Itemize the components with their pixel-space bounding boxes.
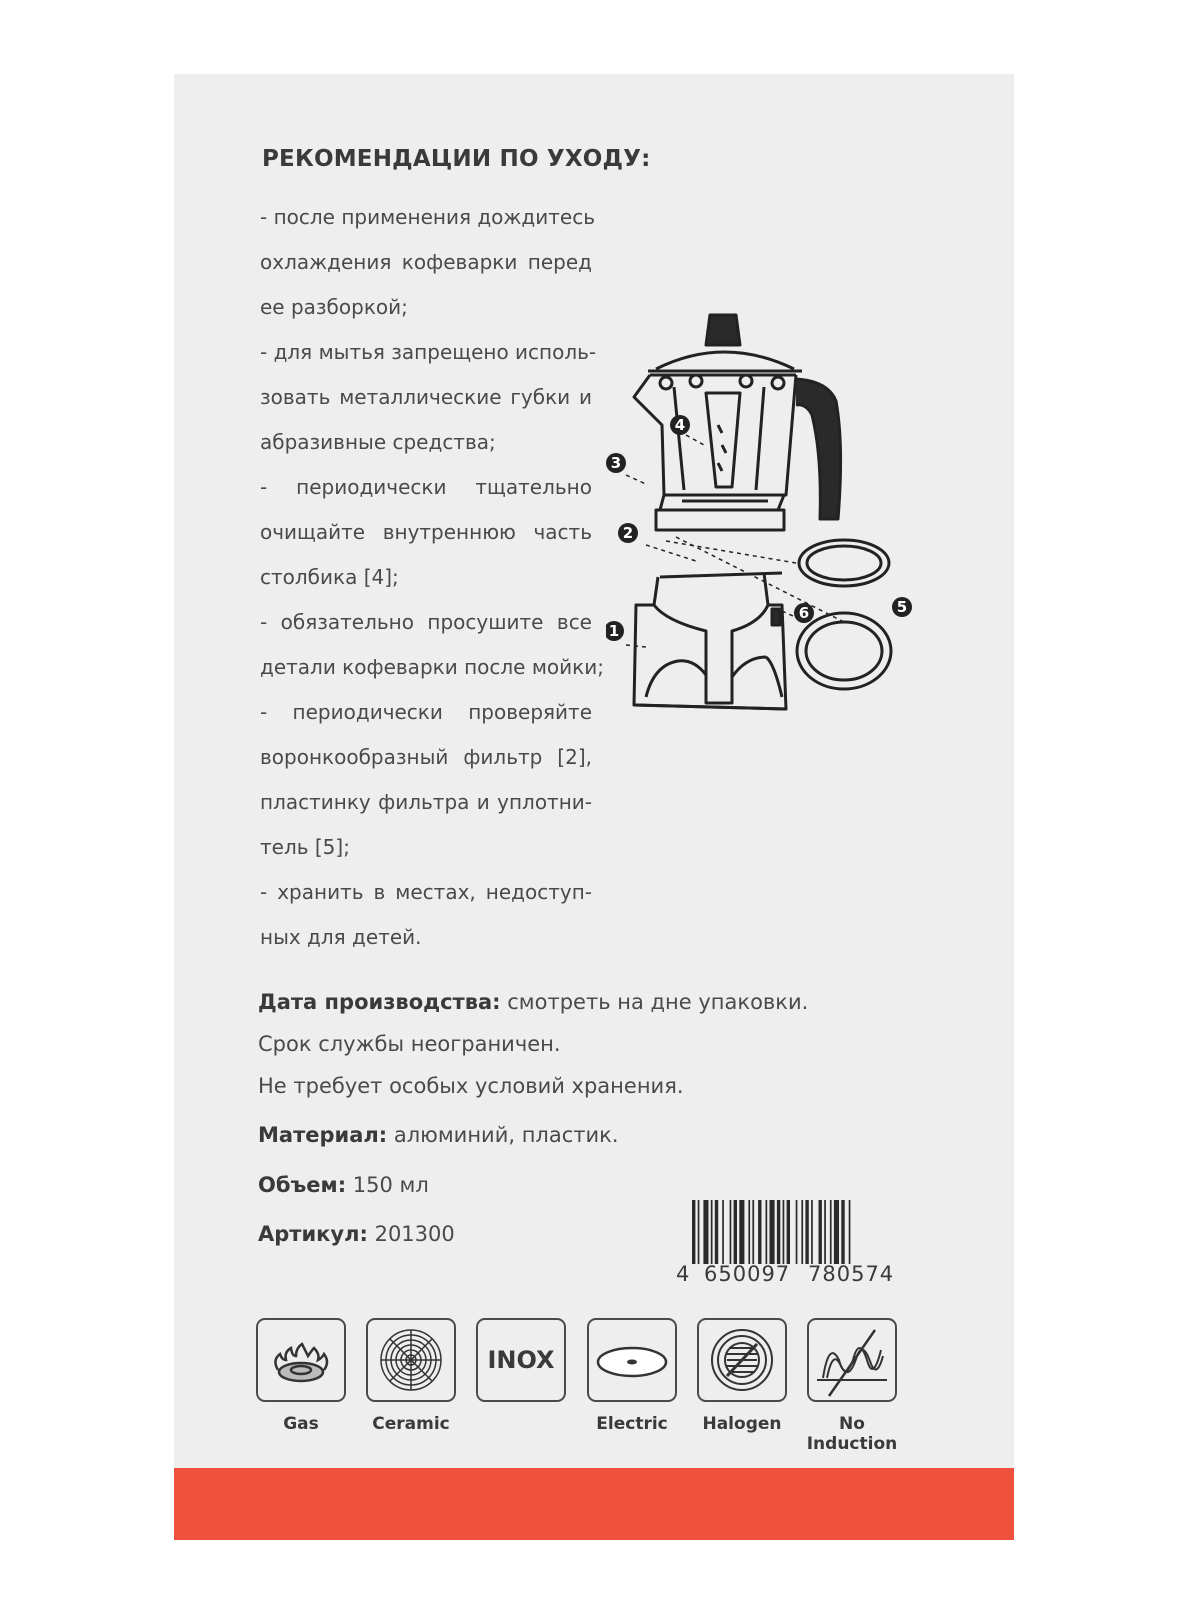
callout-2: 2: [622, 524, 634, 542]
barcode-bar: [715, 1200, 718, 1264]
callout-3: 3: [610, 454, 622, 472]
care-line: ее разборкой;: [260, 295, 408, 319]
barcode-bar: [734, 1200, 737, 1264]
material-label: Материал:: [258, 1123, 388, 1147]
stove-compatibility-row: [0, 1318, 1200, 1454]
barcode-bar: [748, 1200, 750, 1264]
moka-pot-diagram: [606, 305, 936, 735]
barcode-bar: [692, 1200, 695, 1264]
care-line: - хранить в местах, недоступ-: [260, 880, 592, 904]
care-line: охлаждения кофеварки перед: [260, 250, 592, 274]
electric-stove-icon: [587, 1318, 677, 1402]
inox-icon: INOX: [476, 1318, 566, 1402]
care-line: абразивные средства;: [260, 430, 496, 454]
care-title: РЕКОМЕНДАЦИИ ПО УХОДУ:: [262, 146, 651, 172]
no-induction-label: No Induction: [806, 1414, 898, 1454]
callout-4: 4: [674, 416, 686, 434]
volume-value: 150 мл: [346, 1173, 429, 1197]
barcode-digits: [676, 1262, 908, 1288]
barcode-bar: [787, 1200, 790, 1264]
barcode-bar: [739, 1200, 744, 1264]
care-line: детали кофеварки после мойки;: [260, 655, 604, 679]
care-line: пластинку фильтра и уплотни-: [260, 790, 592, 814]
callout-5: 5: [896, 598, 908, 616]
care-line: - периодически проверяйте: [260, 700, 592, 724]
barcode-bar: [805, 1200, 808, 1264]
barcode-bar: [841, 1200, 844, 1264]
care-line: столбика [4];: [260, 565, 399, 589]
service-life: Срок службы неограничен.: [258, 1032, 561, 1056]
barcode-bar: [777, 1200, 780, 1264]
callout-6: 6: [798, 604, 810, 622]
gas-stove-icon: [256, 1318, 346, 1402]
care-line: - после применения дождитесь: [260, 205, 595, 229]
halogen-label: Halogen: [702, 1414, 782, 1434]
gas-label: Gas: [283, 1414, 319, 1434]
barcode-bar: [819, 1200, 822, 1264]
care-line: тель [5];: [260, 835, 350, 859]
article-label: Артикул:: [258, 1222, 368, 1246]
storage-conditions: Не требует особых условий хранения.: [258, 1074, 684, 1098]
barcode-bar: [830, 1200, 832, 1264]
barcode-bar: [770, 1200, 775, 1264]
callout-1: 1: [608, 622, 620, 640]
electric-label: Electric: [596, 1414, 668, 1434]
care-line: очищайте внутреннюю часть: [260, 520, 592, 544]
barcode-bar: [703, 1200, 708, 1264]
material-line: [258, 1123, 619, 1147]
production-date-value: смотреть на дне упаковки.: [500, 990, 809, 1014]
barcode-bar: [796, 1200, 798, 1264]
barcode-bar: [824, 1200, 826, 1264]
barcode-group-1: 650097: [704, 1262, 791, 1286]
volume-line: [258, 1173, 429, 1197]
no-induction-icon: [807, 1318, 897, 1402]
care-line: зовать металлические губки и: [260, 385, 592, 409]
article-value: 201300: [367, 1222, 455, 1246]
care-line: - для мытья запрещено исполь-: [260, 340, 597, 364]
barcode-bar: [752, 1200, 754, 1264]
ceramic-label: Ceramic: [372, 1414, 450, 1434]
ceramic-stove-icon: [366, 1318, 456, 1402]
barcode-bars: [692, 1200, 904, 1264]
barcode-bar: [849, 1200, 851, 1264]
barcode-bar: [811, 1200, 813, 1264]
care-instructions: [260, 195, 604, 960]
article-line: [258, 1222, 455, 1246]
production-date-line: [258, 990, 808, 1014]
production-date-label: Дата производства:: [258, 990, 501, 1014]
barcode-bar: [783, 1200, 785, 1264]
barcode-digit-first: 4: [676, 1262, 690, 1286]
barcode-bar: [711, 1200, 713, 1264]
halogen-stove-icon: [697, 1318, 787, 1402]
volume-label: Объем:: [258, 1173, 347, 1197]
material-value: алюминий, пластик.: [387, 1123, 619, 1147]
care-line: - обязательно просушите все: [260, 610, 592, 634]
barcode-bar: [834, 1200, 839, 1264]
barcode-bar: [722, 1200, 724, 1264]
care-line: ных для детей.: [260, 925, 422, 949]
accent-band: [174, 1468, 1014, 1540]
barcode-bar: [730, 1200, 732, 1264]
barcode-bar: [801, 1200, 803, 1264]
barcode: [676, 1200, 908, 1290]
barcode-bar: [766, 1200, 768, 1264]
care-line: - периодически тщательно: [260, 475, 592, 499]
barcode-bar: [758, 1200, 761, 1264]
barcode-group-2: 780574: [808, 1262, 895, 1286]
care-line: воронкообразный фильтр [2],: [260, 745, 592, 769]
barcode-bar: [698, 1200, 700, 1264]
